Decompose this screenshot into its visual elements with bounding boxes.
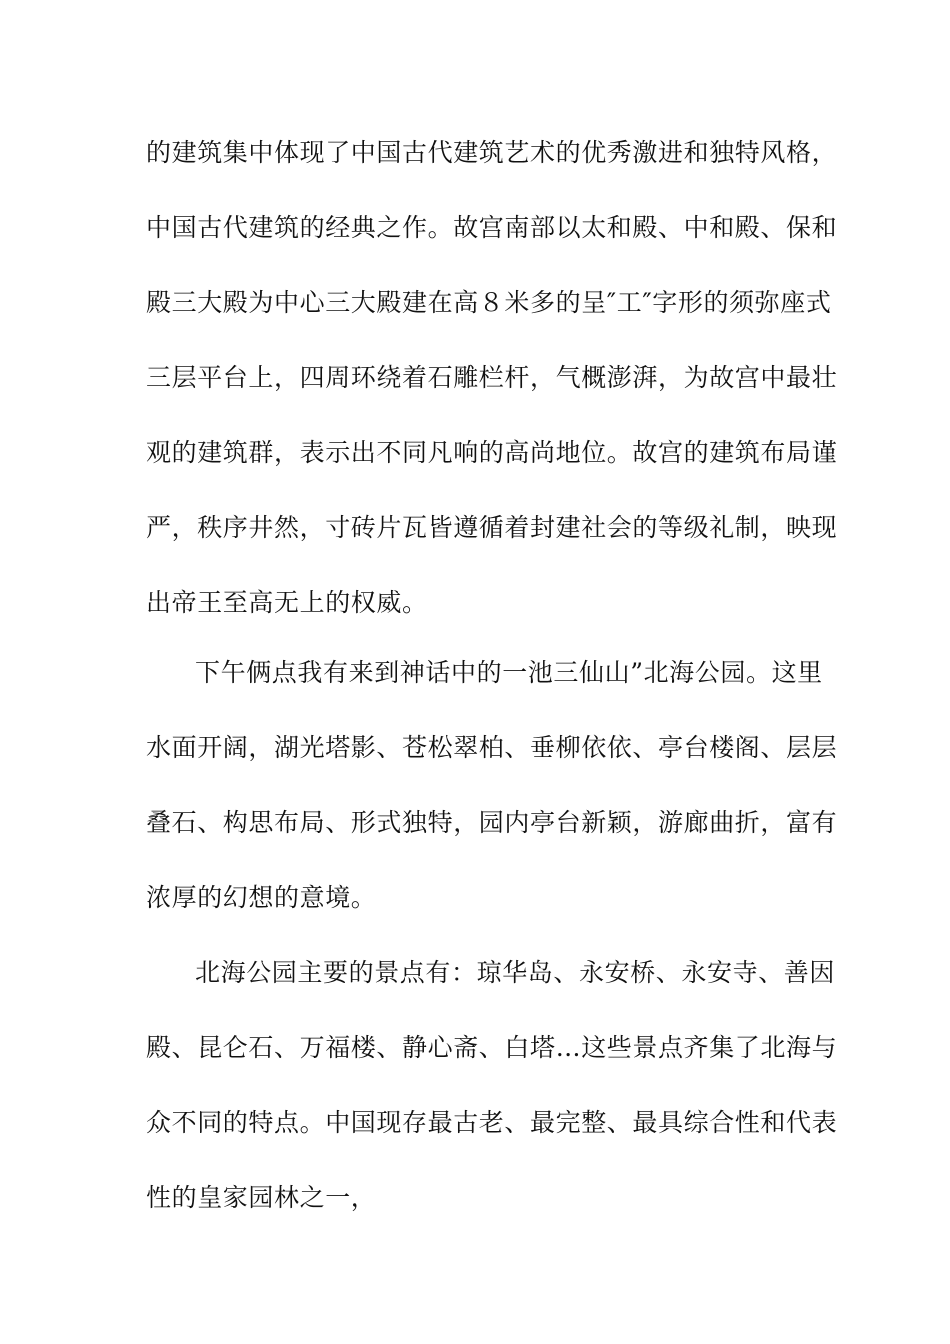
text-line: 北海公园主要的景点有：琼华岛、永安桥、永安寺、善因 (195, 958, 836, 987)
text-line: 下午俩点我有来到神话中的一池三仙山”北海公园。这里 (195, 658, 823, 687)
text-line: 殿三大殿为中心三大殿建在高８米多的呈″工″字形的须弥座式 (146, 288, 832, 317)
text-line: 水面开阔，湖光塔影、苍松翠柏、垂柳依依、亭台楼阁、层层 (146, 733, 838, 762)
paragraph-palace (146, 115, 838, 640)
text-line: 三层平台上，四周环绕着石雕栏杆，气概澎湃，为故宫中最壮 (146, 363, 838, 392)
text-line: 叠石、构思布局、形式独特，园内亭台新颖，游廊曲折，富有 (146, 808, 838, 837)
text-line: 浓厚的幻想的意境。 (146, 883, 377, 912)
text-line: 殿、昆仑石、万福楼、静心斋、白塔…这些景点齐集了北海与 (146, 1033, 838, 1062)
text-line: 观的建筑群，表示出不同凡响的高尚地位。故宫的建筑布局谨 (146, 438, 838, 467)
text-line: 严，秩序井然，寸砖片瓦皆遵循着封建社会的等级礼制，映现 (146, 513, 838, 542)
text-line: 出帝王至高无上的权威。 (146, 588, 428, 617)
text-line: 众不同的特点。中国现存最古老、最完整、最具综合性和代表 (146, 1108, 838, 1137)
paragraph-beihai-sights (146, 935, 838, 1235)
text-line: 中国古代建筑的经典之作。故宫南部以太和殿、中和殿、保和 (146, 213, 838, 242)
paragraph-beihai-intro (146, 635, 838, 935)
text-line: 性的皇家园林之一， (146, 1183, 377, 1212)
text-line: 的建筑集中体现了中国古代建筑艺术的优秀激进和独特风格， (146, 138, 838, 167)
